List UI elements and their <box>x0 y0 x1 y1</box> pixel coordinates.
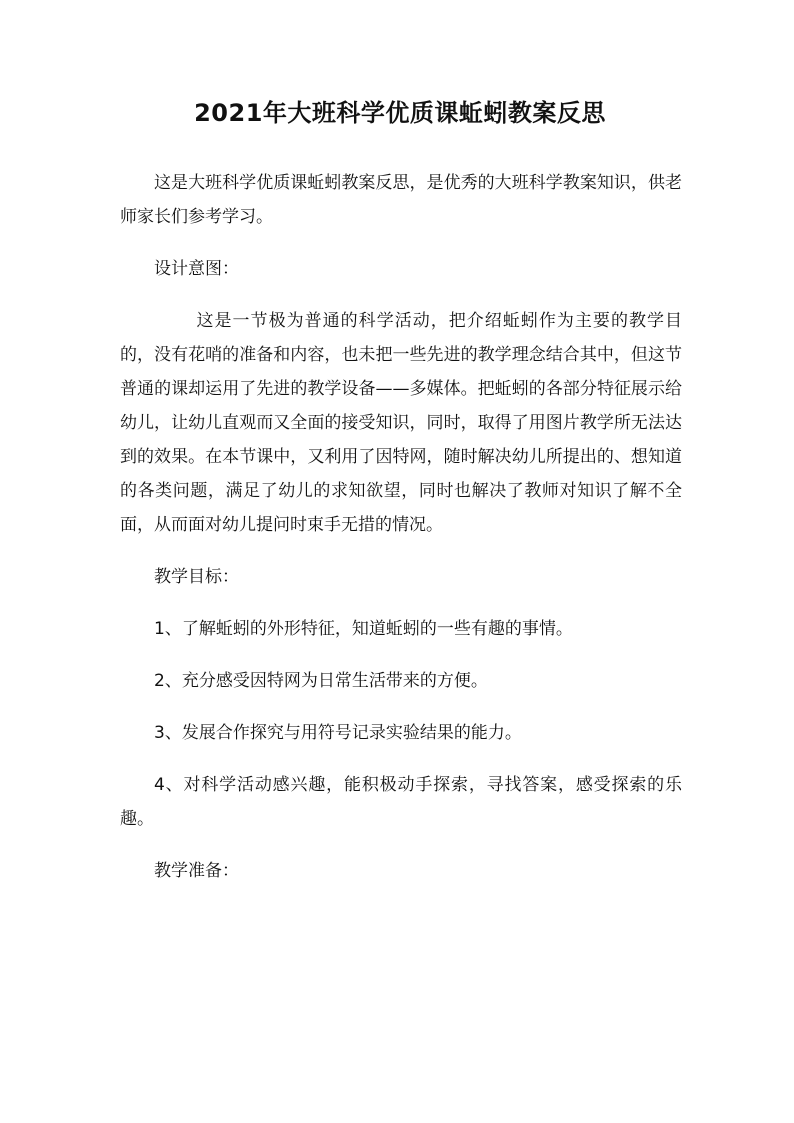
design-intent-paragraph: 这是一节极为普通的科学活动，把介绍蚯蚓作为主要的教学目的，没有花哨的准备和内容，也未把一些先进的教学理念结合其中，但这节普通的课却运用了先进的教学设备——多媒体。把蚯蚓的各部分特征展示给幼儿，让幼儿直观而又全面的接受知识，同时，取得了用图片教学所无法达到的效果。在本节课中，又利用了因特网，随时解决幼儿所提出的、想知道的各类问题，满足了幼儿的求知欲望，同时也解决了教师对知识了解不全面，从而面对幼儿提问时束手无措的情况。 <box>120 311 682 535</box>
teaching-goal-item: 1、了解蚯蚓的外形特征，知道蚯蚓的一些有趣的事情。 <box>154 619 573 639</box>
teaching-goal-item: 2、充分感受因特网为日常生活带来的方便。 <box>154 671 488 691</box>
section-heading-teaching-preparation: 教学准备： <box>154 861 239 881</box>
intro-paragraph: 这是大班科学优质课蚯蚓教案反思，是优秀的大班科学教案知识，供老师家长们参考学习。 <box>120 173 682 227</box>
teaching-goal-item: 4、对科学活动感兴趣，能积极动手探索，寻找答案，感受探索的乐趣。 <box>120 775 682 829</box>
document-title: 2021年大班科学优质课蚯蚓教案反思 <box>194 99 606 127</box>
document-body <box>120 166 682 906</box>
teaching-goal-item: 3、发展合作探究与用符号记录实验结果的能力。 <box>154 723 522 743</box>
section-heading-teaching-goals: 教学目标： <box>154 567 239 587</box>
section-heading-design-intent: 设计意图： <box>154 259 239 279</box>
